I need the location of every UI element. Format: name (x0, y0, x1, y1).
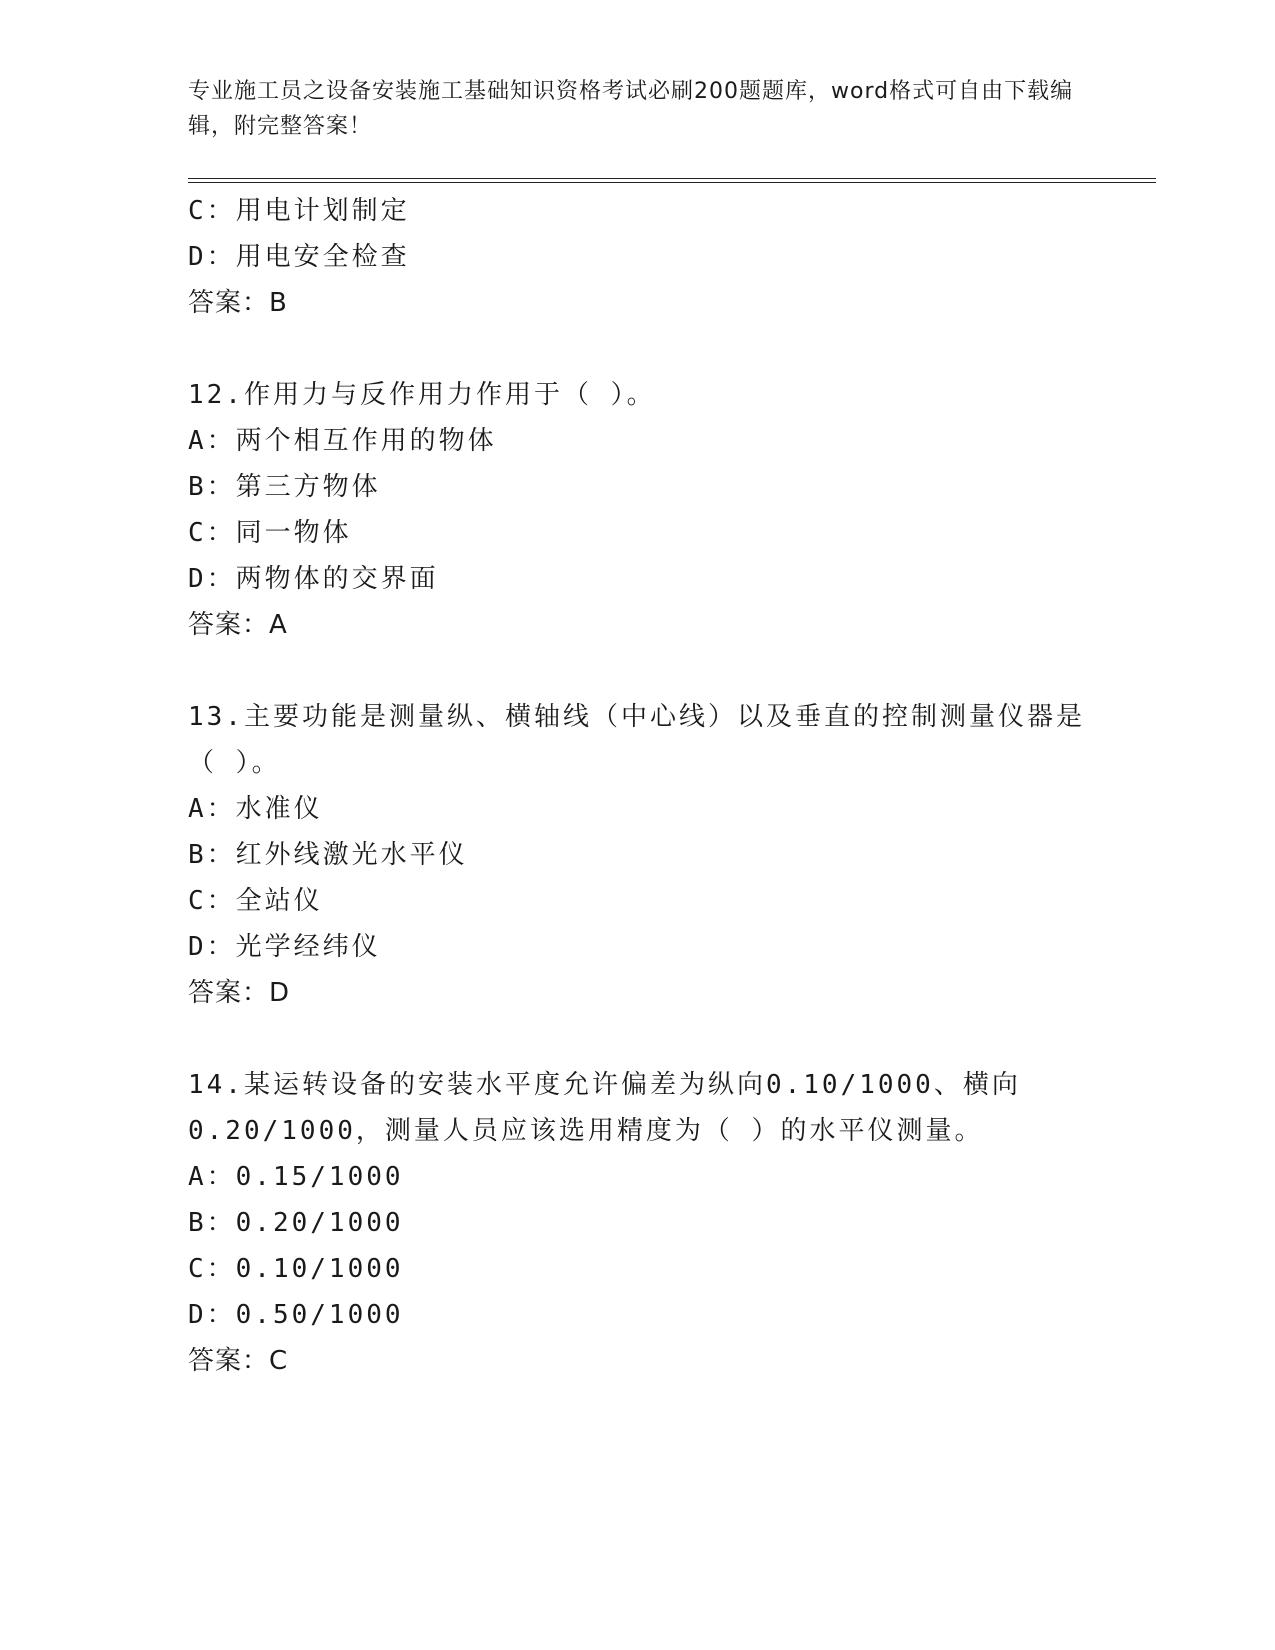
question-stem: 12.作用力与反作用力作用于（ ）。 (188, 380, 656, 410)
option-d: D：0.50/1000 (188, 1300, 404, 1330)
option-d: D：用电安全检查 (188, 242, 410, 272)
option-b: B：第三方物体 (188, 472, 381, 502)
option-a: A：水准仪 (188, 794, 323, 824)
question-stem: 13.主要功能是测量纵、横轴线（中心线）以及垂直的控制测量仪器是（ ）。 (188, 702, 1085, 778)
answer-line: 答案：C (188, 1346, 289, 1376)
option-c: C：全站仪 (188, 886, 323, 916)
question-11-tail (188, 188, 1088, 326)
option-c: C：用电计划制定 (188, 196, 410, 226)
question-13 (188, 694, 1088, 1016)
document-body (188, 188, 1088, 1384)
option-c: C：同一物体 (188, 518, 352, 548)
header-divider (188, 178, 1156, 183)
option-b: B：0.20/1000 (188, 1208, 404, 1238)
spacer (188, 1016, 1088, 1062)
answer-line: 答案：B (188, 288, 288, 318)
option-a: A：0.15/1000 (188, 1162, 404, 1192)
option-b: B：红外线激光水平仪 (188, 840, 468, 870)
question-stem: 14.某运转设备的安装水平度允许偏差为纵向0.10/1000、横向0.20/1000，测量人员应该选用精度为（ ）的水平仪测量。 (188, 1070, 1021, 1146)
option-d: D：光学经纬仪 (188, 932, 381, 962)
answer-line: 答案：D (188, 978, 291, 1008)
answer-line: 答案：A (188, 610, 288, 640)
spacer (188, 326, 1088, 372)
document-header-title: 专业施工员之设备安装施工基础知识资格考试必刷200题题库，word格式可自由下载编辑，附完整答案！ (188, 79, 1074, 139)
option-d: D：两物体的交界面 (188, 564, 439, 594)
spacer (188, 648, 1088, 694)
option-c: C：0.10/1000 (188, 1254, 404, 1284)
question-12 (188, 372, 1088, 648)
question-14 (188, 1062, 1088, 1384)
option-a: A：两个相互作用的物体 (188, 426, 497, 456)
